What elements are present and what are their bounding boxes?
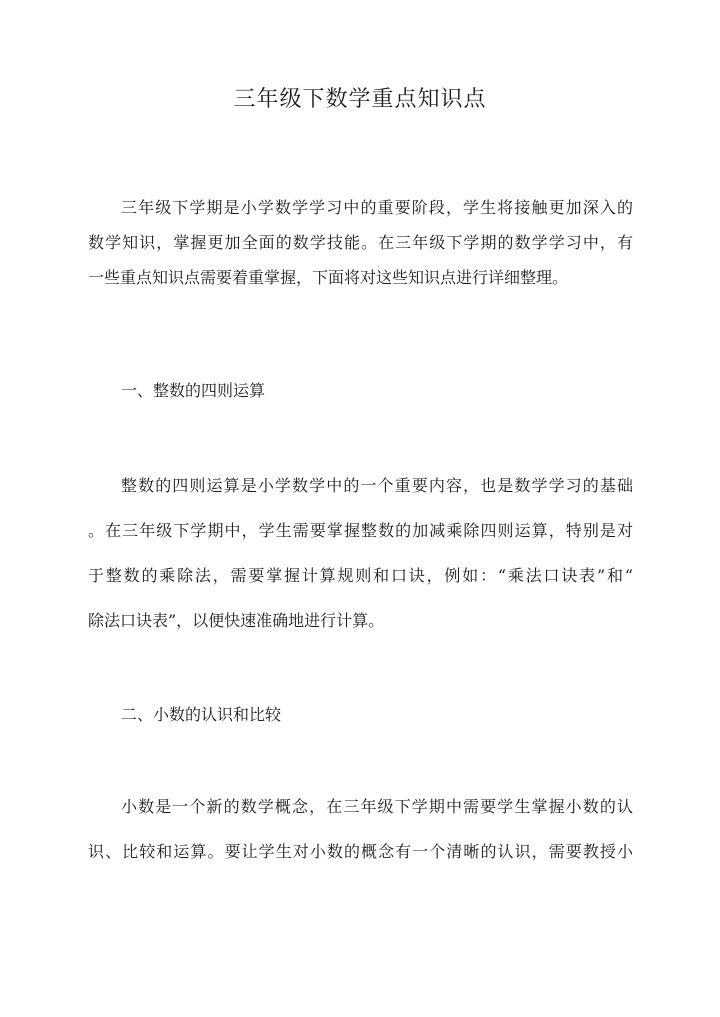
paragraph-line: 于整数的乘除法，需要掌握计算规则和口诀，例如：“乘法口诀表”和“	[88, 566, 633, 585]
section-paragraph-decimals	[88, 792, 633, 882]
paragraph-line: 识、比较和运算。要让学生对小数的概念有一个清晰的认识，需要教授小	[88, 842, 633, 861]
paragraph-line: 一些重点知识点需要着重掌握，下面将对这些知识点进行详细整理。	[88, 268, 569, 287]
section-heading-integer-operations: 一、整数的四则运算	[121, 381, 266, 400]
document-title: 三年级下数学重点知识点	[233, 87, 487, 112]
paragraph-line: 整数的四则运算是小学数学中的一个重要内容，也是数学学习的基础	[121, 476, 633, 495]
paragraph-line: 数学知识，掌握更加全面的数学技能。在三年级下学期的数学学习中，有	[88, 233, 633, 252]
paragraph-line: 除法口诀表”，以便快速准确地进行计算。	[88, 611, 385, 630]
section-heading-decimals: 二、小数的认识和比较	[121, 705, 282, 724]
intro-paragraph	[88, 193, 633, 298]
section-paragraph-integer-operations	[88, 471, 633, 651]
paragraph-line: 三年级下学期是小学数学学习中的重要阶段，学生将接触更加深入的	[121, 198, 633, 217]
paragraph-line: 小数是一个新的数学概念，在三年级下学期中需要学生掌握小数的认	[121, 797, 633, 816]
paragraph-line: 。在三年级下学期中，学生需要掌握整数的加减乘除四则运算，特别是对	[88, 521, 633, 540]
